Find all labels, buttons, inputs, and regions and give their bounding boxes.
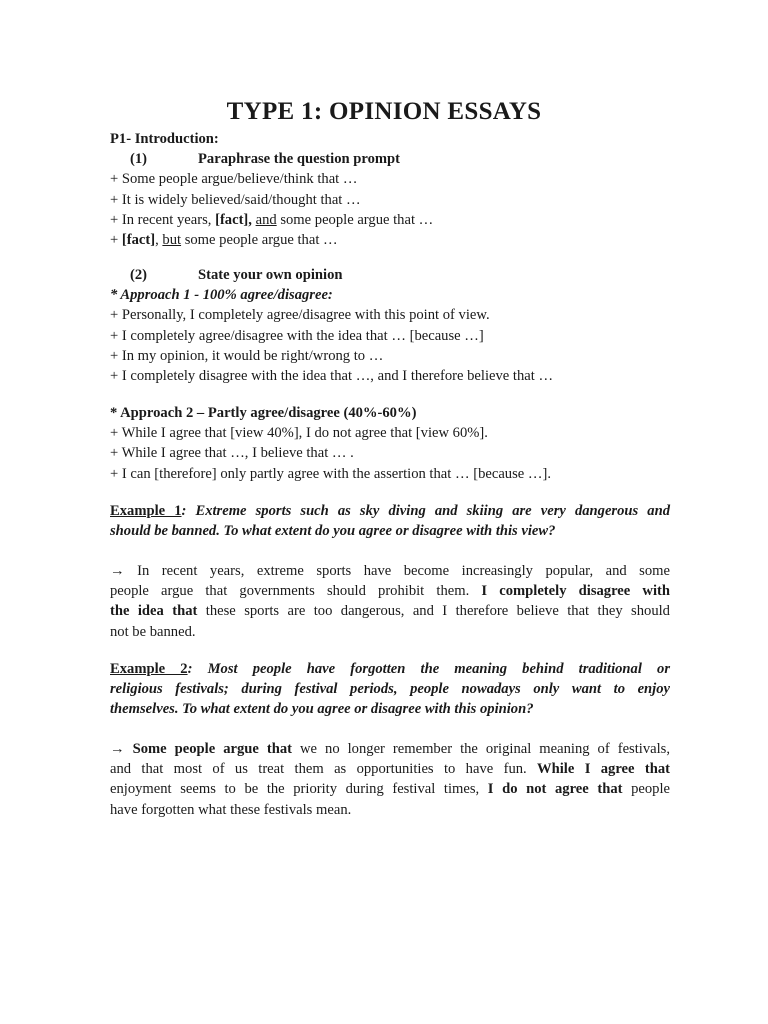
phrase-text-bold: [fact] bbox=[121, 232, 156, 249]
phrase-line: + While I agree that [view 40%], I do not agree that [view 60%]. bbox=[110, 425, 488, 442]
phrase-line bbox=[110, 210, 670, 230]
phrase-text-underlined: and bbox=[255, 211, 277, 228]
prompt-line bbox=[110, 501, 670, 521]
phrase-line: + I completely agree/disagree with the idea that … [because …] bbox=[110, 327, 484, 344]
phrase-text: + bbox=[110, 232, 122, 249]
step-number: (2) bbox=[130, 267, 148, 283]
page-title: TYPE 1: OPINION ESSAYS bbox=[226, 98, 542, 125]
step-1-heading bbox=[110, 149, 670, 169]
phrase-text: + In recent years, bbox=[110, 211, 216, 228]
example-label: Example 2 bbox=[110, 661, 188, 677]
prompt-line: should be banned. To what extent do you agree or disagree with this view? bbox=[110, 523, 556, 540]
answer-line: have forgotten what these festivals mean. bbox=[110, 801, 352, 818]
phrase-line: + Some people argue/believe/think that … bbox=[110, 171, 358, 188]
answer-text: we no longer remember the original meaning of festivals, bbox=[292, 741, 670, 757]
step-2-heading bbox=[110, 265, 670, 285]
answer-text: people bbox=[622, 781, 671, 798]
phrase-line: + I completely disagree with the idea that …, and I therefore believe that … bbox=[110, 368, 554, 385]
answer-text: people argue that governments should prohibit them. bbox=[110, 583, 482, 600]
phrase-text-underlined: but bbox=[162, 232, 182, 249]
answer-text: enjoyment seems to be the priority during festival times, bbox=[110, 781, 488, 798]
answer-line bbox=[110, 779, 670, 799]
prompt-line: religious festivals; during festival periods, people nowadays only want to enjoy bbox=[110, 681, 670, 698]
answer-line: → In recent years, extreme sports have become increasingly popular, and some bbox=[110, 563, 670, 579]
answer-line bbox=[110, 759, 670, 779]
example-1-prompt bbox=[110, 501, 670, 541]
step-label: Paraphrase the question prompt bbox=[198, 151, 401, 168]
opinion-section bbox=[110, 265, 670, 386]
step-number: (1) bbox=[130, 151, 148, 168]
prompt-text: : Extreme sports such as sky diving and skiing are very dangerous and bbox=[181, 503, 670, 519]
phrase-line bbox=[110, 230, 670, 250]
answer-line bbox=[110, 601, 670, 621]
approach-1-heading: * Approach 1 - 100% agree/disagree: bbox=[110, 287, 333, 304]
phrase-text-bold: [fact] bbox=[215, 211, 249, 228]
answer-text-bold: → Some people argue that bbox=[110, 741, 292, 757]
phrase-line: + In my opinion, it would be right/wrong to … bbox=[110, 347, 384, 364]
example-2-answer bbox=[110, 739, 670, 820]
answer-text-bold: the idea that bbox=[110, 603, 198, 620]
introduction-section bbox=[110, 129, 670, 250]
phrase-text: some people argue that … bbox=[181, 232, 338, 249]
answer-text: these sports are too dangerous, and I therefore believe that they should bbox=[197, 603, 670, 620]
answer-line bbox=[110, 739, 670, 759]
answer-text-bold: I completely disagree with bbox=[481, 583, 670, 600]
approach-2-heading: * Approach 2 – Partly agree/disagree (40%-60%) bbox=[110, 405, 417, 421]
phrase-text: some people argue that … bbox=[276, 211, 434, 228]
prompt-line: themselves. To what extent do you agree or disagree with this opinion? bbox=[110, 701, 534, 718]
phrase-line: + Personally, I completely agree/disagree with this point of view. bbox=[110, 307, 490, 324]
answer-text-bold: I do not agree that bbox=[487, 781, 623, 798]
section-heading: P1- Introduction: bbox=[110, 131, 219, 147]
example-label: Example 1 bbox=[110, 503, 182, 519]
approach-2-section bbox=[110, 403, 670, 484]
phrase-text-bold: , bbox=[248, 211, 256, 228]
prompt-text: : Most people have forgotten the meaning behind traditional or bbox=[187, 661, 671, 677]
prompt-line bbox=[110, 659, 670, 679]
example-1-answer bbox=[110, 561, 670, 642]
phrase-line: + It is widely believed/said/thought that … bbox=[110, 191, 361, 208]
step-label: State your own opinion bbox=[198, 267, 343, 283]
answer-text: and that most of us treat them as opportunities to have fun. bbox=[110, 761, 538, 778]
answer-line bbox=[110, 581, 670, 601]
answer-text-bold: While I agree that bbox=[537, 761, 670, 778]
phrase-line: + I can [therefore] only partly agree with the assertion that … [because …]. bbox=[110, 465, 551, 482]
phrase-line: + While I agree that …, I believe that … . bbox=[110, 445, 354, 462]
phrase-text: , bbox=[155, 232, 163, 249]
example-2-prompt bbox=[110, 659, 670, 720]
answer-line: not be banned. bbox=[110, 623, 196, 640]
